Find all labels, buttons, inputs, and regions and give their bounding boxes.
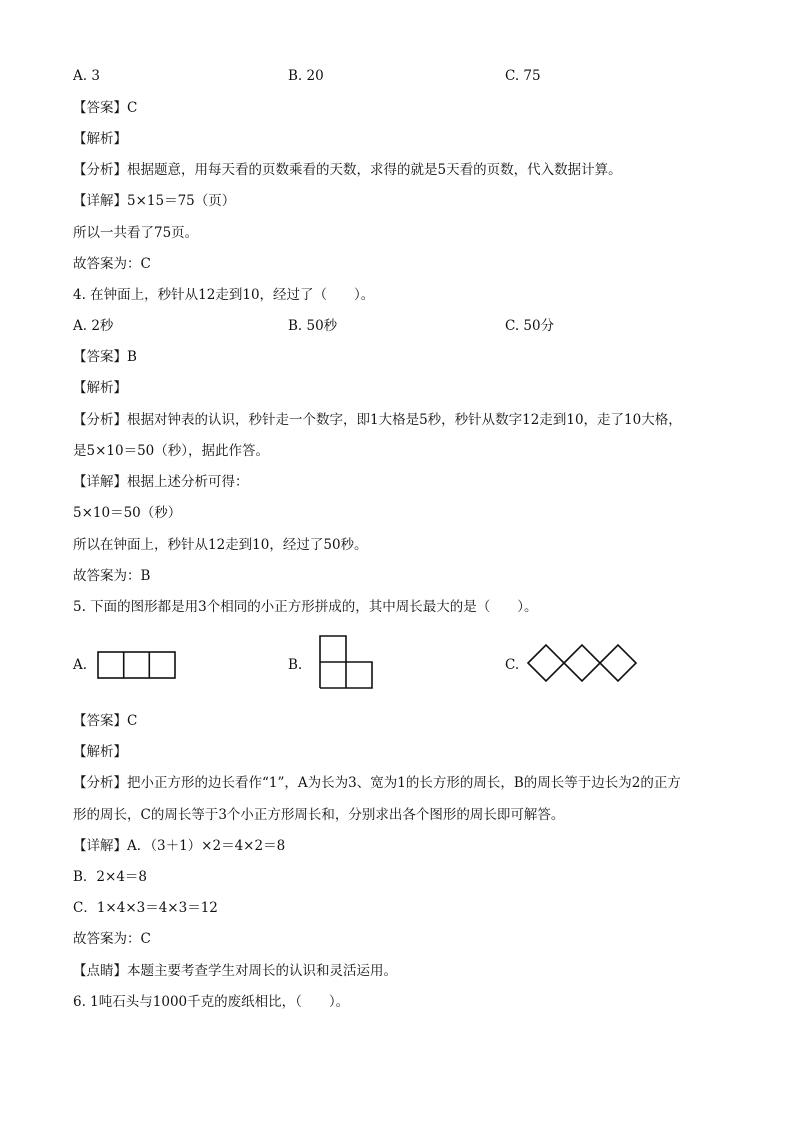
q5-fenxi-2: 形的周长，C的周长等于3个小正方形周长和，分别求出各个图形的周长即可解答。 — [73, 807, 565, 823]
q4-fenxi-2: 是5×10＝50（秒），据此作答。 — [73, 443, 270, 459]
q5-line-c: C．1×4×3＝4×3＝12 — [73, 900, 218, 916]
q3-xiangjie: 【详解】5×15＝75（页） — [73, 193, 236, 209]
q5-xiangjie: 【详解】A．（3＋1）×2＝4×2＝8 — [73, 838, 286, 854]
q3-option-a: A. 3 — [73, 68, 100, 84]
q4-option-c: C. 50分 — [505, 318, 555, 334]
q5-dianjing: 【点睛】本题主要考查学生对周长的认识和灵活运用。 — [73, 963, 397, 979]
q5-answer: 【答案】C — [73, 713, 138, 729]
q4-fenxi-1: 【分析】根据对钟表的认识，秒针走一个数字，即1大格是5秒，秒针从数字12走到10，走了10大格， — [73, 412, 682, 428]
q5-question: 5. 下面的图形都是用3个相同的小正方形拼成的，其中周长最大的是（ ）。 — [73, 599, 538, 615]
q5-option-b-label: B. — [288, 657, 303, 673]
q4-line1: 5×10＝50（秒） — [73, 505, 182, 521]
q3-fenxi: 【分析】根据题意，用每天看的页数乘看的天数，求得的就是5天看的页数，代入数据计算。 — [73, 162, 622, 178]
q6-question: 6. 1吨石头与1000千克的废纸相比，（ ）。 — [73, 994, 350, 1010]
q3-option-b: B. 20 — [288, 68, 324, 84]
q4-answer: 【答案】B — [73, 349, 137, 365]
q5-analysis-label: 【解析】 — [73, 744, 127, 760]
q4-question: 4. 在钟面上，秒针从12走到10，经过了（ ）。 — [73, 287, 375, 303]
q3-option-c: C. 75 — [505, 68, 541, 84]
q5-figure-c-three-diamonds — [526, 643, 640, 683]
q4-option-a: A. 2秒 — [73, 318, 114, 334]
q3-analysis-label: 【解析】 — [73, 131, 127, 147]
q5-option-c-label: C. — [505, 657, 520, 673]
q5-figure-b-l-shape — [318, 634, 374, 690]
q4-conclusion: 故答案为：B — [73, 568, 151, 584]
q5-line-b: B．2×4＝8 — [73, 869, 147, 885]
q4-xiangjie: 【详解】根据上述分析可得： — [73, 474, 249, 490]
q4-analysis-label: 【解析】 — [73, 380, 127, 396]
q5-fenxi-1: 【分析】把小正方形的边长看作“1”，A为长为3、宽为1的长方形的周长，B的周长等于边长为2的正方 — [73, 775, 681, 791]
q3-conclusion: 故答案为：C — [73, 256, 151, 272]
q4-line2: 所以在钟面上，秒针从12走到10，经过了50秒。 — [73, 537, 368, 553]
q5-figure-a-three-squares-row — [96, 650, 178, 680]
q5-option-a-label: A. — [73, 657, 88, 673]
q5-conclusion: 故答案为：C — [73, 931, 151, 947]
q4-option-b: B. 50秒 — [288, 318, 338, 334]
q3-answer: 【答案】C — [73, 100, 138, 116]
q3-line1: 所以一共看了75页。 — [73, 225, 199, 241]
